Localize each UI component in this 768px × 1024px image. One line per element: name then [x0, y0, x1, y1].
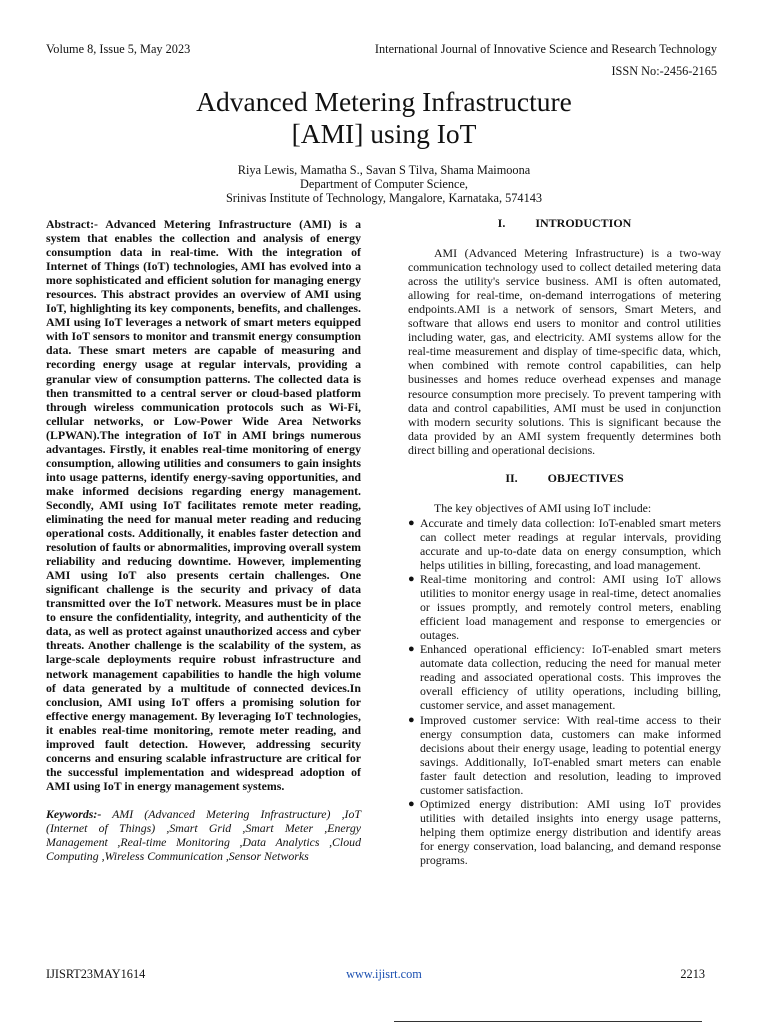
volume-info: Volume 8, Issue 5, May 2023	[46, 42, 191, 56]
objectives-list	[408, 516, 721, 867]
list-item	[408, 642, 721, 712]
page-number: 2213	[680, 967, 705, 981]
journal-link[interactable]: www.ijisrt.com	[346, 967, 422, 981]
paper-title	[0, 86, 768, 150]
footnote-divider	[394, 1021, 702, 1022]
list-item	[408, 797, 721, 867]
author-department: Department of Computer Science,	[299, 177, 468, 192]
list-item-text: Real-time monitoring and control: AMI using IoT allows utilities to monitor energy usage in real-time, detect anomalies or issues promptly, and remotely control meters, enabling efficient load management and response to emergencies or outages.	[420, 572, 721, 643]
left-column	[46, 217, 361, 863]
section-heading-introduction: I. INTRODUCTION	[497, 216, 632, 230]
author-block	[0, 163, 768, 206]
keywords	[46, 807, 361, 863]
list-item-text: Improved customer service: With real-time access to their energy consumption data, customers can make informed decisions about their energy usage, leading to potential energy savings. Additionally, IoT-enabled smart meters can enable faster fault detection and resolution, leading to improved customer satisfaction.	[420, 712, 721, 797]
author-institute: Srinivas Institute of Technology, Mangalore, Karnataka, 574143	[225, 191, 543, 206]
bullet-icon: ●	[408, 797, 415, 810]
section-heading-objectives: II. OBJECTIVES	[505, 470, 624, 485]
list-item	[408, 713, 721, 797]
title-line-1: Advanced Metering Infrastructure	[196, 86, 572, 117]
keywords-label: Keywords:-	[46, 806, 102, 821]
list-item	[408, 516, 721, 572]
bullet-icon: ●	[408, 643, 415, 656]
list-item-text: Accurate and timely data collection: IoT-enabled smart meters can collect meter readings at regular intervals, providing accurate and up-to-date data on energy consumption, which helps utilities in billing, forecasting, and load management.	[420, 515, 721, 572]
introduction-text: AMI (Advanced Metering Infrastructure) is a two-way communication technology used to collect detailed metering data across the utility's service business. AMI is often automated, allowing for real-time, on-demand interrogations of metering endpoints.AMI is a network of sensors, Smart Meters, and software that allows end users to monitor and control utilities including water, gas, and electricity. AMI systems allow for the real-time measurement and display of time-specific data, which, when combined with remote control capabilities, can help businesses and homes reduce overhead expenses and manage resource consumption more precisely. To prevent tampering with data and control capabilities, AMI must be used in conjunction with modern security solutions. This is significant because the data provided by an AMI system frequently determines both direct billing and operational decisions.	[408, 246, 721, 457]
title-line-2: [AMI] using IoT	[291, 118, 477, 149]
abstract: Abstract:- Advanced Metering Infrastructure (AMI) is a system that enables the collection and analysis of energy consumption data in real-time. With the integration of Internet of Things (IoT) technologies, AMI has evolved into a more sophisticated and efficient solution for managing energy resources. This abstract provides an overview of AMI using IoT, highlighting its key components, benefits, and challenges. AMI using IoT leverages a network of smart meters equipped with IoT sensors to monitor and transmit energy consumption data. These smart meters are capable of measuring and recording energy usage at regular intervals, providing a granular view of consumption patterns. The collected data is then transmitted to a central server or cloud-based platform through wireless communication protocols such as Wi-Fi, cellular networks, or Low-Power Wide Area Networks (LPWAN).The integration of IoT in AMI brings numerous advantages. Firstly, it enables real-time monitoring of energy consumption, allowing utilities and consumers to gain insights into usage patterns, identify energy-saving opportunities, and make informed decisions regarding energy management. Secondly, AMI using IoT facilitates remote meter reading, eliminating the need for manual meter reading and reducing operational costs. Additionally, it enables faster detection and resolution of faults or abnormalities, improving overall system reliability and reducing downtime. However, implementing AMI using IoT also presents certain challenges. One significant challenge is the security and privacy of data transmitted over the IoT network. Measures must be in place to ensure the confidentiality, integrity, and authenticity of the data, as well as protect against unauthorized access and cyber threats. Another challenge is the scalability of the system, as large-scale deployments require robust infrastructure and network management capabilities to handle the high volume of data generated by a multitude of connected devices.In conclusion, AMI using IoT offers a promising solution for effective energy management. By leveraging IoT technologies, it enables real-time monitoring, remote meter reading, and improved fault detection. However, addressing security concerns and ensuring scalable infrastructure are critical for the successful implementation and widespread adoption of AMI using IoT in energy management systems.	[46, 217, 361, 793]
objectives-intro: The key objectives of AMI using IoT include:	[434, 500, 652, 515]
journal-name: International Journal of Innovative Science and Research Technology	[374, 42, 717, 56]
list-item	[408, 572, 721, 642]
list-item-text: Enhanced operational efficiency: IoT-enabled smart meters automate data collection, reducing the need for manual meter reading and associated operational costs. This improves the overall efficiency of utility operations, including billing, customer service, and asset management.	[420, 642, 721, 713]
paper-code: IJISRT23MAY1614	[46, 967, 146, 981]
list-item-text: Optimized energy distribution: AMI using IoT provides utilities with detailed insights into energy usage patterns, helping them optimize energy distribution and identify areas for energy conservation, load balancing, and demand response programs.	[420, 796, 721, 867]
author-names: Riya Lewis, Mamatha S., Savan S Tilva, Shama Maimoona	[237, 163, 531, 177]
issn: ISSN No:-2456-2165	[611, 64, 717, 78]
bullet-icon: ●	[408, 516, 415, 529]
bullet-icon: ●	[408, 713, 415, 726]
keywords-text: AMI (Advanced Metering Infrastructure) ,IoT (Internet of Things) ,Smart Grid ,Smart Meter ,Energy Management ,Real-time Monitoring ,Data Analytics ,Cloud Computing ,Wireless Communication ,Sensor Networks	[46, 806, 361, 864]
right-column	[408, 216, 721, 867]
bullet-icon: ●	[408, 573, 415, 586]
